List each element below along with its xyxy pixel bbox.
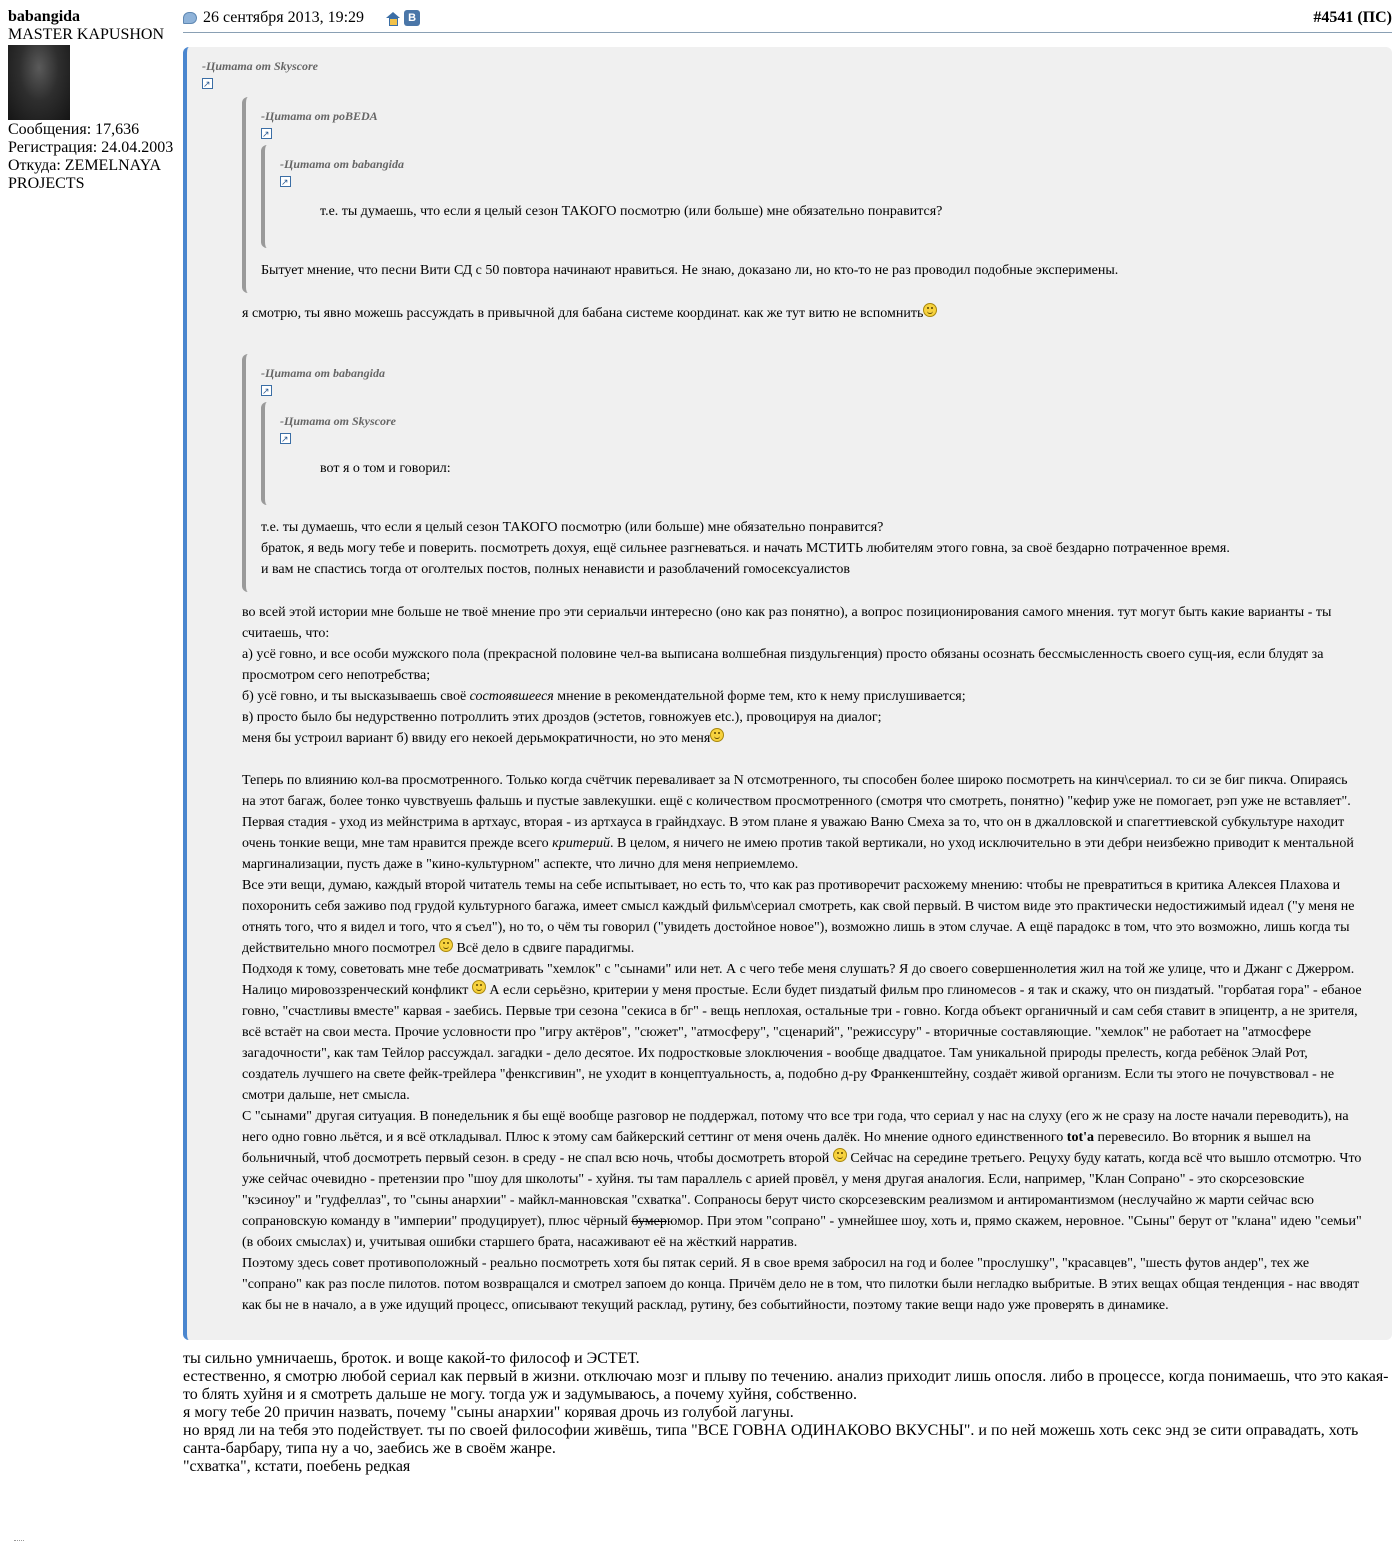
vk-icon[interactable]: В [404, 10, 420, 26]
author-rank: MASTER KAPUSHON [8, 26, 165, 43]
quote-skyscore-2 [261, 402, 1322, 505]
quote-link-icon[interactable] [280, 433, 291, 444]
quote-paragraph: во всей этой истории мне больше не твоё мнение про эти сериальчи интересно (оно как раз понятно), а вопрос позиционирования самого мнения. тут могут быть какие варианты - ты считаешь, что: [242, 605, 1332, 641]
author-username[interactable]: babangida [8, 8, 81, 25]
reply-line: но вряд ли на тебя это подействует. ты по своей философии живёшь, типа "ВСЕ ГОВНА ОДИНАКОВО ВКУСНЫ". и по ней можешь хоть секс энд зе сити оправадать, хоть санта-барбару, типа ну а чо, заебись же в своём жанре. [183, 1422, 1359, 1457]
reply-line: естественно, я смотрю любой сериал как первый в жизни. отключаю мозг и плыву по течению. анализ приходит лишь опосля. либо в процессе, когда понимаешь, что это какая-то блять хуйня и я смотреть дальше не могу. тогда уж и задумываюсь, а почему хуйня, собственно. [183, 1368, 1389, 1403]
post-reply [183, 1350, 1392, 1476]
quote-line: т.е. ты думаешь, что если я целый сезон ТАКОГО посмотрю (или больше) мне обязательно понравится? [261, 520, 884, 535]
quote-paragraph: С "сынами" другая ситуация. В понедельник я бы ещё вообще разговор не поддержал, потому что все три года, что сериал у нас на слуху (его ж не сразу на лосте начали переводить), на него одно говно льётся, и я всё откладывал. Плюс к этому сам байкерский сеттинг от меня очень далёк. Но мнение одного единственного tot'a перевесило. Во вторник я вышел на больничный, чтоб досмотреть первый сезон. в среду - не спал всю ночь, чтобы досмотреть второй Сейчас на середине третьего. Рецуху буду катать, когда всё что вышло отсмотрю. Что уже сейчас очевидно - претензии про "шоу для школоты" - хуйня. ты там параллель с арией провёл, у меня другая аналогия. Если, например, "Клан Сопрано" - это скорсезовские "кэсиноу" и "гудфеллаз", то "сыны анархии" - майкл-манновская "схватка". Сопраносы берут чисто скорсезевским реализмом и антиромантизмом (неслучайно ж марти сейчас всю сопрановскую команду в "империи" продуцирует), плюс чёрный бумерюмор. При этом "сопрано" - умнейшее шоу, хоть и, прямо скажем, неровное. "Сыны" берут от "клана" идею "семьи" (в обоих смыслах) и, учитывая ошибки старшего брата, насаживают её на жёсткий нарратив. [242, 1109, 1362, 1250]
quote-paragraph: а) усё говно, и все особи мужского пола (прекрасной половине чел-ва выписана волшебная пиздульгенция) просто обязаны осознать бессмысленность своего сущ-ия, если блудят за просмотром сего непотребства; [242, 647, 1324, 683]
quote-paragraph: меня бы устроил вариант б) ввиду его некоей дерьмократичности, но это меня [242, 728, 1364, 749]
quote-text: Бытует мнение, что песни Вити СД с 50 повтора начинают нравиться. Не знаю, доказано ли, но кто-то не раз проводил подобные эксперимены. [261, 263, 1119, 278]
author-registration: Регистрация: 24.04.2003 [8, 139, 174, 156]
quote-paragraph: в) просто было бы недурственно потроллить этих дроздов (эстетов, говножуев etc.), провоцируя на диалог; [242, 710, 882, 725]
post [183, 0, 1392, 1476]
quote-header: -Цитата от Skyscore [202, 59, 318, 73]
quote-link-icon[interactable] [261, 128, 272, 139]
quote-text: т.е. ты думаешь, что если я целый сезон ТАКОГО посмотрю (или больше) мне обязательно понравится? [320, 204, 943, 219]
quote-paragraph: Теперь по влиянию кол-ва просмотренного. Только когда счётчик переваливает за N отсмотренного, ты способен более широко посмотреть на кинч\сериал. то си зе биг пикча. Опираясь на этот багаж, более тонко чувствуешь фальшь и пустые завлекушки. ещё с количеством просмотренного (смотря что смотреть, понятно) "кефир уже не помогает, рэп уже не вставляет". Первая стадия - уход из мейнстрима в артхаус, вторая - из артхауса в грайндхаус. В этом плане я уважаю Ваню Смеха за то, что он в джалловской и спагеттиевской субкультуре находит очень тонкие вещи, мне там нравится прежде всего критерий. В целом, я ничего не имею против такой вертикали, но уход исключительно в эти дебри неизбежно приводит к ментальной маргинализации, пусть даже в "кино-культурном" аспекте, что лично для меня неприемлемо. [242, 773, 1354, 872]
reply-line: ты сильно умничаешь, броток. и воще какой-то философ и ЭСТЕТ. [183, 1350, 640, 1367]
smiley-icon [710, 728, 724, 742]
reply-line: "схватка", кстати, поебень редкая [183, 1458, 411, 1475]
author-panel [8, 8, 178, 193]
quote-paragraph: б) усё говно, и ты высказываешь своё состоявшееся мнение в рекомендательной форме тем, кто к нему прислушивается; [242, 689, 966, 704]
quote-link-icon[interactable] [261, 385, 272, 396]
quote-header: -Цитата от babangida [261, 366, 386, 380]
quote-header: -Цитата от poBEDA [261, 109, 378, 123]
quote-skyscore [183, 47, 1392, 1340]
quote-paragraph: Все эти вещи, думаю, каждый второй читатель темы на себе испытывает, но есть то, что как раз противоречит расхожему мнению: чтобы не превратиться в критика Алексея Плахова и похоронить себя заживо под грудой культурного багажа, имеет смысл каждый фильм\сериал смотреть, как свой первый. В чистом виде это практически недостижимый идеал ("у меня не отнять того, что я видел и того, что я съел"), но то, о чём ты говорил ("увидеть достойное новое"), возможно лишь в этом случае. А ещё парадокс в том, что это возможно, лишь когда ты действительно много посмотрел Всё дело в сдвиге парадигмы. [242, 878, 1355, 956]
quote-text: вот я о том и говорил: [320, 461, 451, 476]
reply-line: я могу тебе 20 причин назвать, почему "сыны анархии" корявая дрочь из голубой лагуны. [183, 1404, 794, 1421]
quote-link-icon[interactable] [202, 78, 213, 89]
quote-line: и вам не спастись тогда от оголтелых постов, полных ненависти и разоблачений гомосексуалистов [261, 562, 850, 577]
quote-paragraph: Подходя к тому, советовать мне тебе досматривать "хемлок" с "сынами" или нет. А с чего тебе меня слушать? Я до своего совершеннолетия жил на той же улице, что и Джанг с Джерром. Налицо мировоззренческий конфликт А если серьёзно, критерии у меня простые. Если будет пиздатый фильм про глиномесов - я так и скажу, что он пиздатый. "горбатая гора" - ебаное говно, "счастливы вместе" карвая - заебись. Первые три сезона "секиса в бг" - вещь неплохая, остальные три - говно. Когда объект органичный и сам себя ставит в эпицентр, а не зрителя, всё встаёт на свои места. Прочие условности про "игру актёров", "сюжет", "атмосферу", "сценарий", "режиссуру" - вторичные составляющие. "хемлок" не работает на "атмосфере загадочности", как там Тейлор рассуждал. загадки - дело десятое. Их подростковые злоключения - вообще двадцатое. Там уникальной природы прелесть, когда ребёнок Элай Рот, создатель лучшего на свете фейк-трейлера "фенксгивин", не уходит в концептуальность, а, подобно д-ру Франкенштейну, создаёт живой организм. Если ты этого не почувствовал - не смотри дальше, нет смысла. [242, 962, 1362, 1103]
comment-bubble-icon [183, 12, 197, 24]
home-icon[interactable] [386, 12, 399, 25]
quote-text: я смотрю, ты явно можешь рассуждать в привычной для бабана системе координат. как же тут витю не вспомнить [242, 303, 1364, 324]
quote-body [242, 602, 1364, 1316]
quote-paragraph: Поэтому здесь совет противоположный - реально посмотреть хотя бы пятак серий. Я в свое время забросил на год и более "прослушку", "красавцев", "шесть футов андер", тех же "сопрано" как раз после пилотов. потом возвращался и смотрел запоем до конца. Причём дело не в том, что пилотки были негладко выбритые. В этих вещах общая тенденция - нас вводят как бы не в начало, а в уже идущий процесс, описывают текущий расклад, рутину, без событийности, поэтому такие вещи надо уже проверять в динамике. [242, 1256, 1360, 1313]
quote-babangida-1 [261, 145, 1322, 248]
author-post-count: Сообщения: 17,636 [8, 121, 140, 138]
quote-line: браток, я ведь могу тебе и поверить. посмотреть дохуя, ещё сильнее разгневаться. и начать МСТИТЬ любителям этого говна, за своё бездарно потраченное время. [261, 541, 1230, 556]
smiley-icon [923, 303, 937, 317]
author-location: Откуда: ZEMELNAYA PROJECTS [8, 157, 161, 192]
quote-babangida-2 [242, 354, 1337, 592]
divider [14, 1540, 24, 1542]
post-number[interactable]: #4541 [1313, 9, 1354, 26]
post-number-block [1313, 9, 1392, 27]
avatar[interactable] [8, 45, 70, 120]
quote-header: -Цитата от babangida [280, 157, 405, 171]
post-date: 26 сентября 2013, 19:29 [203, 9, 365, 26]
smiley-icon [439, 938, 453, 952]
smiley-icon [833, 1148, 847, 1162]
quote-link-icon[interactable] [280, 176, 291, 187]
post-tag: (ПС) [1357, 9, 1392, 26]
smiley-icon [472, 980, 486, 994]
quote-pobeda [242, 97, 1337, 293]
quote-header: -Цитата от Skyscore [280, 414, 396, 428]
post-header [183, 0, 1392, 33]
